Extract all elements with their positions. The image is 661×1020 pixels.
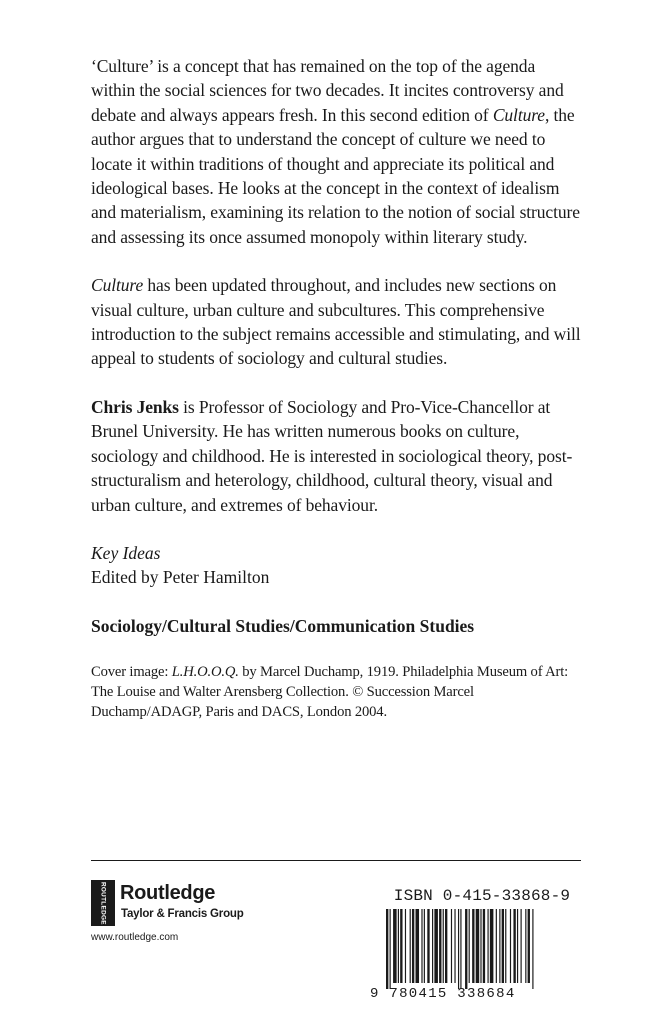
barcode-bar bbox=[432, 909, 433, 983]
barcode-bar bbox=[424, 909, 425, 983]
barcode-bar bbox=[460, 909, 461, 989]
cover-artwork-title: L.H.O.O.Q. bbox=[171, 664, 239, 681]
barcode-bar bbox=[421, 909, 422, 983]
barcode-bar bbox=[487, 909, 488, 983]
barcode-bar bbox=[398, 909, 399, 983]
barcode-bar bbox=[439, 909, 441, 983]
barcode-bar bbox=[458, 909, 459, 989]
publisher-block bbox=[91, 880, 351, 990]
barcode-digits: 9 780415 338684 bbox=[370, 986, 516, 1002]
barcode-bar bbox=[443, 909, 444, 983]
barcode-bar bbox=[393, 909, 397, 983]
series-name: Key Ideas bbox=[91, 542, 161, 563]
barcode-bar bbox=[472, 909, 474, 983]
book-title-italic: Culture bbox=[91, 275, 144, 296]
barcode-bar bbox=[496, 909, 497, 983]
barcode-bar bbox=[469, 909, 470, 983]
barcode-bar bbox=[502, 909, 504, 983]
barcode-bar bbox=[412, 909, 414, 983]
author-bio bbox=[91, 395, 581, 517]
barcode bbox=[386, 909, 582, 989]
barcode-bar bbox=[505, 909, 506, 983]
barcode-bar bbox=[513, 909, 515, 983]
series-editor: Edited by Peter Hamilton bbox=[91, 567, 270, 588]
barcode-bar bbox=[532, 909, 533, 989]
author-name: Chris Jenks bbox=[91, 396, 179, 417]
routledge-logo-icon bbox=[91, 880, 115, 926]
barcode-bar bbox=[517, 909, 518, 983]
barcode-bar bbox=[390, 909, 391, 989]
book-title-italic: Culture bbox=[492, 104, 545, 125]
barcode-bar bbox=[427, 909, 429, 983]
logo-lettering: ROUTLEDGE bbox=[99, 882, 107, 925]
barcode-bar bbox=[386, 909, 388, 989]
divider-rule bbox=[91, 860, 581, 861]
series-info bbox=[91, 541, 581, 590]
barcode-bar bbox=[465, 909, 467, 989]
description-text: , the author argues that to understand the concept of culture we need to locate it within traditions of thought and appreciate its political and ideological bases. He looks at the concept in the context of idealism and materialism, examining its relation to the notion of social structure and assessing its once assumed monopoly within literary study. bbox=[91, 104, 580, 247]
back-cover-text bbox=[91, 54, 581, 722]
barcode-bar bbox=[454, 909, 455, 983]
cover-credit-text: by Marcel Duchamp, 1919. Philadelphia Museum of Art: The Louise and Walter Arensberg Collection. © Succession Marcel Duchamp/ADAGP, Paris and DACS, London 2004. bbox=[91, 664, 569, 721]
publisher-name: Routledge bbox=[120, 882, 216, 904]
barcode-bar bbox=[451, 909, 452, 983]
isbn-label: ISBN 0-415-33868-9 bbox=[393, 887, 571, 905]
barcode-bar bbox=[499, 909, 500, 983]
description-text: has been updated throughout, and includes new sections on visual culture, urban culture and subcultures. This comprehensive introduction to the subject remains accessible and stimulating, and will appeal to students of sociology and cultural studies. bbox=[91, 275, 581, 369]
barcode-bar bbox=[416, 909, 420, 983]
barcode-bar bbox=[528, 909, 530, 983]
barcode-bar bbox=[405, 909, 406, 983]
barcode-bar bbox=[400, 909, 402, 983]
description-paragraph-2 bbox=[91, 273, 581, 371]
barcode-bar bbox=[510, 909, 511, 983]
description-text: ‘Culture’ is a concept that has remained on the top of the agenda within the social sciences for two decades. It incites controversy and debate and always appears fresh. In this second edition of bbox=[91, 56, 564, 125]
barcode-bar bbox=[490, 909, 494, 983]
barcode-bar bbox=[480, 909, 481, 983]
barcode-bar bbox=[483, 909, 485, 983]
cover-credit-prefix: Cover image: bbox=[91, 664, 172, 681]
author-bio-text: is Professor of Sociology and Pro-Vice-Chancellor at Brunel University. He has written numerous books on culture, sociology and childhood. He is interested in sociological theory, post-structuralism and heterology, childhood, cultural theory, visual and urban culture, and extremes of behaviour. bbox=[91, 396, 573, 515]
barcode-bar bbox=[410, 909, 411, 983]
cover-credit bbox=[91, 662, 581, 722]
barcode-bar bbox=[525, 909, 526, 983]
barcode-bar bbox=[476, 909, 480, 983]
barcode-bar bbox=[434, 909, 438, 983]
publisher-group: Taylor & Francis Group bbox=[121, 908, 244, 920]
barcode-bar bbox=[521, 909, 522, 983]
barcode-bar bbox=[445, 909, 447, 983]
subject-categories: Sociology/Cultural Studies/Communication Studies bbox=[91, 615, 475, 636]
description-paragraph-1 bbox=[91, 54, 581, 249]
publisher-website: www.routledge.com bbox=[91, 932, 179, 943]
